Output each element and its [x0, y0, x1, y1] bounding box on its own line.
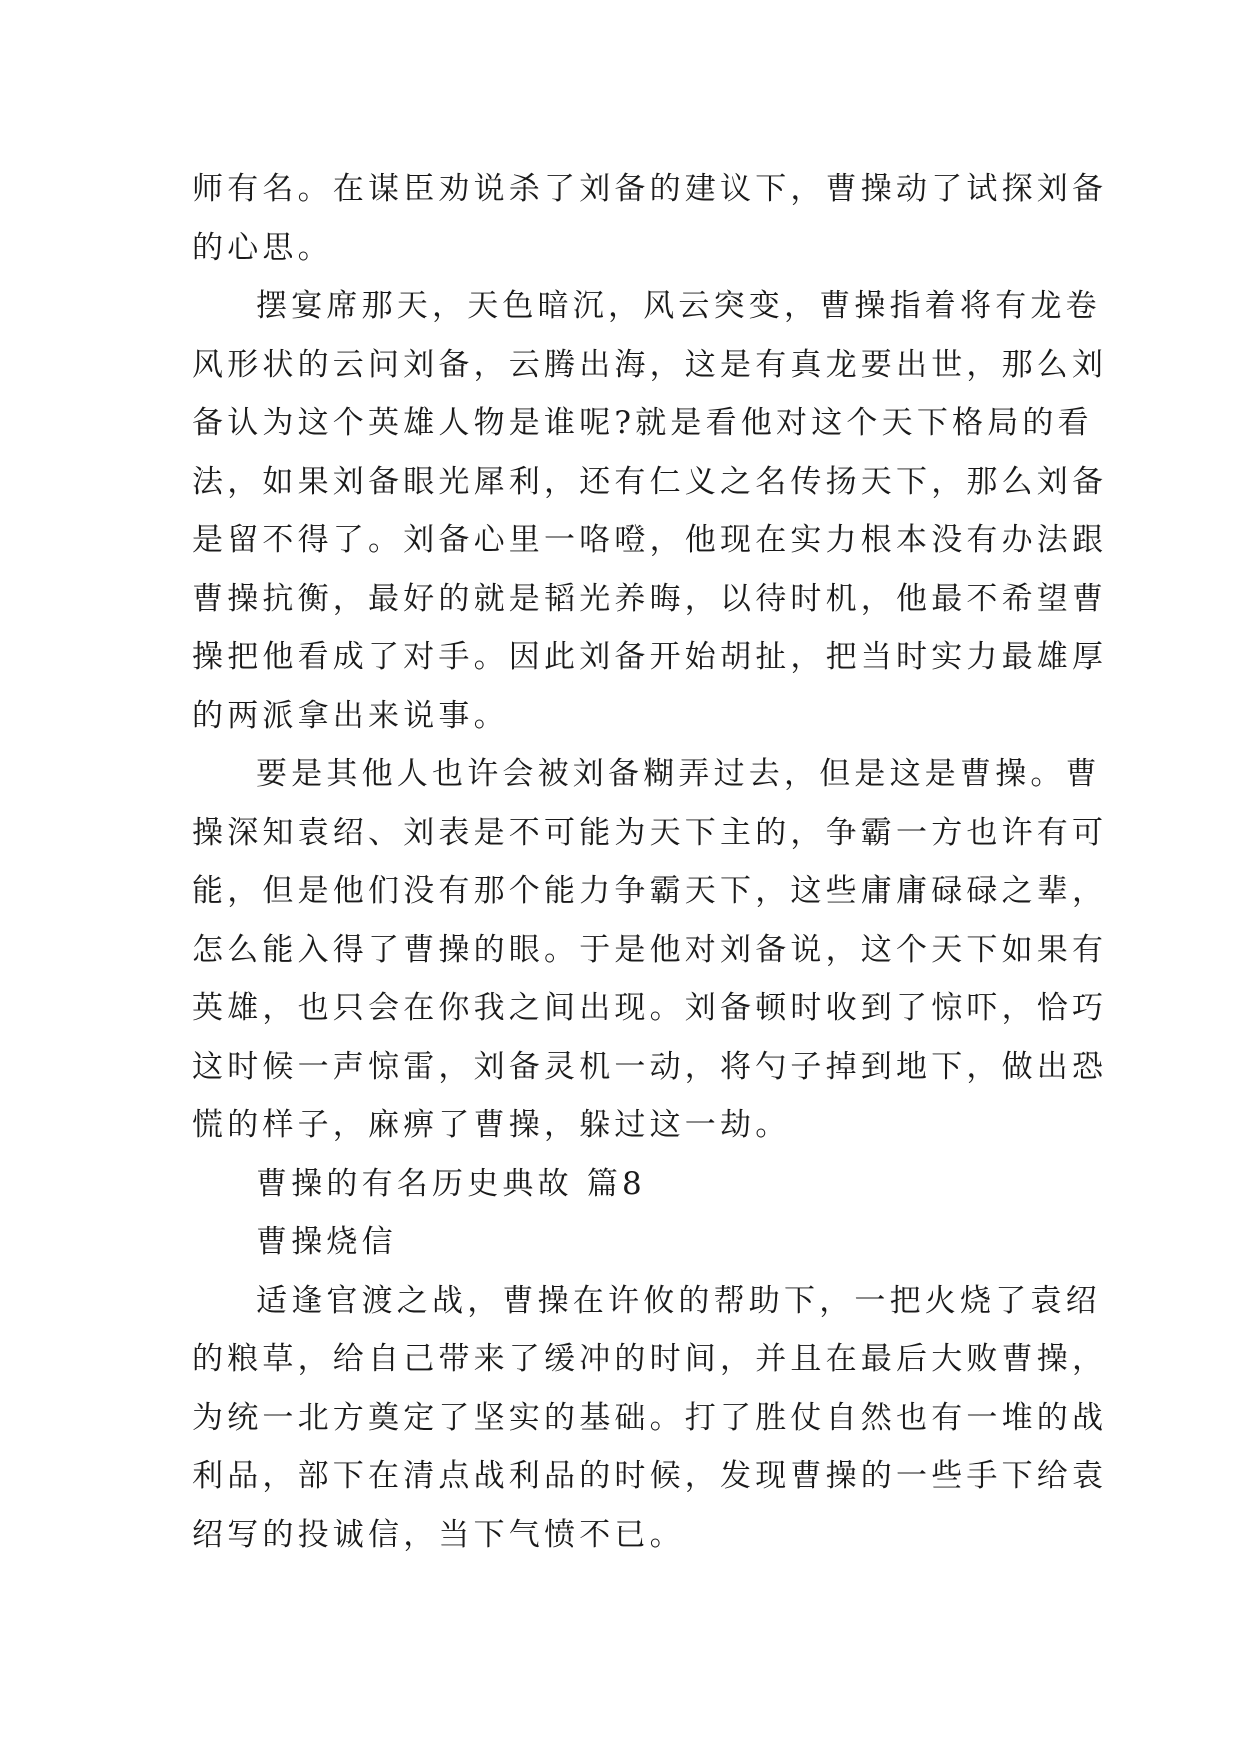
section-heading: 曹操的有名历史典故 篇8	[256, 1165, 646, 1202]
paragraph-start-line: 适逢官渡之战，曹操在许攸的帮助下，一把火烧了袁绍	[256, 1282, 1101, 1319]
text-line: 绍写的投诚信，当下气愤不已。	[192, 1516, 685, 1553]
text-line: 的两派拿出来说事。	[192, 697, 509, 734]
text-line: 怎么能入得了曹操的眼。于是他对刘备说，这个天下如果有	[192, 931, 1108, 968]
text-line: 的心思。	[192, 229, 333, 266]
text-line: 这时候一声惊雷，刘备灵机一动，将勺子掉到地下，做出恐	[192, 1048, 1108, 1085]
story-title: 曹操烧信	[256, 1224, 397, 1260]
text-line: 备认为这个英雄人物是谁呢?就是看他对这个天下格局的看	[192, 405, 1093, 441]
text-line: 操深知袁绍、刘表是不可能为天下主的，争霸一方也许有可	[192, 814, 1108, 851]
text-line: 曹操抗衡，最好的就是韬光养晦，以待时机，他最不希望曹	[192, 580, 1108, 617]
text-line: 是留不得了。刘备心里一咯噔，他现在实力根本没有办法跟	[192, 522, 1108, 558]
paragraph-start-line: 要是其他人也许会被刘备糊弄过去，但是这是曹操。曹	[256, 756, 1101, 792]
text-line: 为统一北方奠定了坚实的基础。打了胜仗自然也有一堆的战	[192, 1399, 1108, 1436]
text-line: 的粮草，给自己带来了缓冲的时间，并且在最后大败曹操，	[192, 1341, 1108, 1377]
text-line: 英雄，也只会在你我之间出现。刘备顿时收到了惊吓，恰巧	[192, 990, 1108, 1026]
text-line: 能，但是他们没有那个能力争霸天下，这些庸庸碌碌之辈，	[192, 873, 1108, 909]
document-body	[192, 160, 1108, 1564]
text-line: 操把他看成了对手。因此刘备开始胡扯，把当时实力最雄厚	[192, 639, 1108, 675]
text-line: 利品，部下在清点战利品的时候，发现曹操的一些手下给袁	[192, 1458, 1108, 1494]
text-line: 法，如果刘备眼光犀利，还有仁义之名传扬天下，那么刘备	[192, 463, 1108, 500]
paragraph-start-line: 摆宴席那天，天色暗沉，风云突变，曹操指着将有龙卷	[256, 288, 1101, 324]
text-line: 风形状的云问刘备，云腾出海，这是有真龙要出世，那么刘	[192, 346, 1108, 383]
text-line: 慌的样子，麻痹了曹操，躲过这一劫。	[192, 1107, 791, 1143]
text-line: 师有名。在谋臣劝说杀了刘备的建议下，曹操动了试探刘备	[192, 171, 1108, 207]
